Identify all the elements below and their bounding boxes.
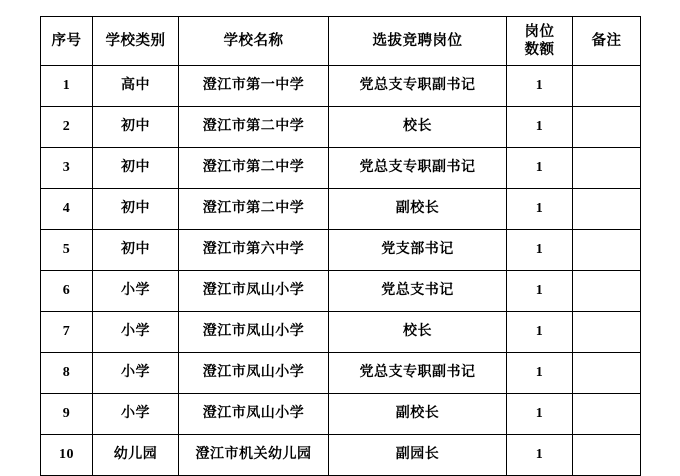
cell-type: 初中 [93,230,179,271]
cell-type: 小学 [93,312,179,353]
cell-post: 党总支专职副书记 [329,353,507,394]
header-cell-type: 学校类别 [93,17,179,66]
cell-seq: 9 [41,394,93,435]
cell-post: 副校长 [329,394,507,435]
cell-seq: 8 [41,353,93,394]
cell-school: 澄江市第二中学 [179,107,329,148]
cell-note [573,230,641,271]
table-row [41,107,641,148]
cell-post: 党总支书记 [329,271,507,312]
cell-type: 初中 [93,189,179,230]
cell-num: 1 [507,271,573,312]
header-cell-seq: 序号 [41,17,93,66]
cell-note [573,312,641,353]
cell-num: 1 [507,189,573,230]
cell-num: 1 [507,148,573,189]
cell-school: 澄江市凤山小学 [179,271,329,312]
table-header [41,17,641,66]
cell-note [573,394,641,435]
cell-type: 小学 [93,271,179,312]
header-cell-note: 备注 [573,17,641,66]
table-row [41,148,641,189]
cell-school: 澄江市第二中学 [179,148,329,189]
cell-note [573,353,641,394]
cell-num: 1 [507,107,573,148]
table-row [41,394,641,435]
cell-type: 小学 [93,353,179,394]
cell-seq: 10 [41,435,93,476]
cell-type: 初中 [93,107,179,148]
table-row [41,353,641,394]
document-body [40,16,640,476]
header-cell-post: 选拔竞聘岗位 [329,17,507,66]
cell-seq: 3 [41,148,93,189]
table-row [41,271,641,312]
cell-note [573,271,641,312]
cell-post: 党总支专职副书记 [329,148,507,189]
cell-type: 小学 [93,394,179,435]
table-body [41,66,641,476]
cell-seq: 6 [41,271,93,312]
cell-note [573,148,641,189]
cell-school: 澄江市凤山小学 [179,312,329,353]
cell-num: 1 [507,353,573,394]
cell-num: 1 [507,394,573,435]
cell-post: 副校长 [329,189,507,230]
cell-num: 1 [507,66,573,107]
cell-post: 副园长 [329,435,507,476]
cell-type: 初中 [93,148,179,189]
cell-seq: 5 [41,230,93,271]
cell-school: 澄江市第二中学 [179,189,329,230]
header-cell-num-line1: 岗位 [524,23,555,40]
cell-school: 澄江市机关幼儿园 [179,435,329,476]
cell-school: 澄江市凤山小学 [179,353,329,394]
cell-post: 党支部书记 [329,230,507,271]
cell-post: 校长 [329,312,507,353]
cell-note [573,107,641,148]
header-cell-school: 学校名称 [179,17,329,66]
header-cell-num [507,17,573,66]
cell-school: 澄江市第一中学 [179,66,329,107]
cell-post: 党总支专职副书记 [329,66,507,107]
cell-note [573,189,641,230]
table-row [41,230,641,271]
table-row [41,312,641,353]
cell-num: 1 [507,312,573,353]
cell-type: 高中 [93,66,179,107]
cell-note [573,66,641,107]
cell-seq: 1 [41,66,93,107]
cell-num: 1 [507,435,573,476]
cell-note [573,435,641,476]
positions-table [40,16,641,476]
cell-post: 校长 [329,107,507,148]
cell-school: 澄江市凤山小学 [179,394,329,435]
cell-seq: 7 [41,312,93,353]
cell-seq: 2 [41,107,93,148]
cell-school: 澄江市第六中学 [179,230,329,271]
table-row [41,435,641,476]
table-row [41,66,641,107]
table-row [41,189,641,230]
cell-seq: 4 [41,189,93,230]
cell-type: 幼儿园 [93,435,179,476]
header-cell-num-line2: 数额 [524,42,555,58]
cell-num: 1 [507,230,573,271]
header-row [41,17,641,66]
